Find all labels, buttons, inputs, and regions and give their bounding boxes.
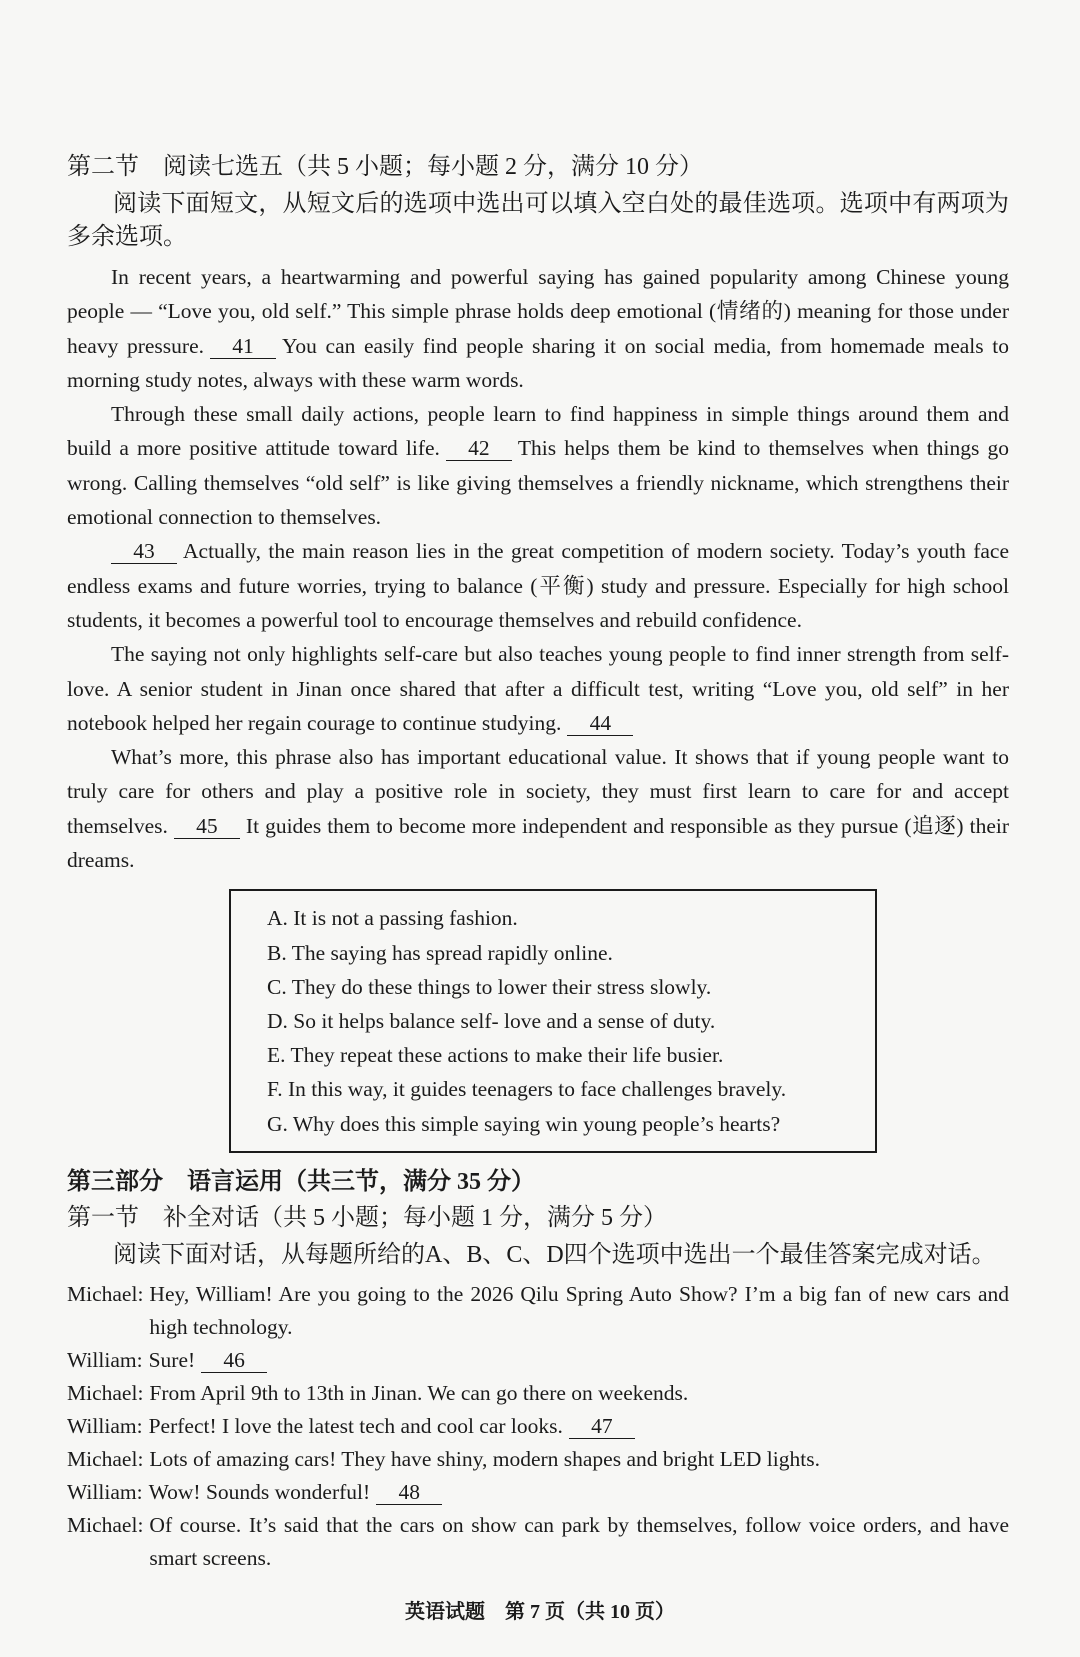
speaker: William: — [67, 1413, 143, 1438]
passage-paragraph-1 — [67, 260, 1009, 397]
paragraph-text: It guides them to become more independent and responsible as they pursue (追逐) their dreams. — [67, 813, 1009, 873]
speech-text: Sure! — [148, 1347, 196, 1372]
speech-text: Perfect! I love the latest tech and cool car looks. — [148, 1413, 563, 1438]
dialogue-line — [67, 1344, 1009, 1377]
speaker: Michael: — [67, 1446, 144, 1471]
speech-text: Hey, William! Are you going to the 2026 Qilu Spring Auto Show? I’m a big fan of new cars and high technology. — [149, 1281, 1009, 1339]
passage-paragraph-5 — [67, 740, 1009, 877]
blank-42[interactable]: 42 — [446, 436, 512, 461]
paragraph-text: This helps them be kind to themselves when things go wrong. Calling themselves “old self” is like giving themselves a friendly nickname, which strengthens their emotional connection to themselves. — [67, 436, 1009, 530]
option-c: C. They do these things to lower their stress slowly. — [267, 974, 712, 999]
speaker: William: — [67, 1479, 143, 1504]
blank-48[interactable]: 48 — [376, 1480, 442, 1505]
passage-paragraph-3 — [67, 534, 1009, 637]
speech-text: Wow! Sounds wonderful! — [148, 1479, 371, 1504]
option-e: E. They repeat these actions to make their life busier. — [267, 1043, 724, 1068]
blank-47[interactable]: 47 — [569, 1414, 635, 1439]
section2-heading: 第二节 阅读七选五（共 5 小题；每小题 2 分，满分 10 分） — [67, 154, 703, 180]
blank-44[interactable]: 44 — [567, 711, 633, 736]
dialogue-line — [67, 1377, 1009, 1410]
paragraph-text: Through these small daily actions, people learn to find happiness in simple things around them and build a more positive attitude toward life. — [67, 402, 1009, 461]
paragraph-text: In recent years, a heartwarming and powerful saying has gained popularity among Chinese young people — “Love you, old self.” This simple phrase holds deep emotional (情绪的) meaning for those under heavy pressure. — [67, 265, 1009, 358]
blank-43[interactable]: 43 — [111, 539, 177, 564]
blank-41[interactable]: 41 — [210, 334, 276, 359]
exam-page — [67, 150, 1009, 1575]
blank-45[interactable]: 45 — [174, 814, 240, 839]
speech — [143, 1344, 1009, 1377]
passage-paragraph-2 — [67, 397, 1009, 534]
dialogue-line — [67, 1509, 1009, 1575]
speech-text: From April 9th to 13th in Jinan. We can go there on weekends. — [149, 1380, 689, 1405]
paragraph-text: Actually, the main reason lies in the great competition of modern society. Today’s youth face endless exams and future worries, trying to balance (平衡) study and pressure. Especially for high school students, it becomes a powerful tool to encourage themselves and rebuild confidence. — [67, 539, 1009, 632]
speaker: Michael: — [67, 1512, 144, 1537]
page-footer: 英语试题 第 7 页（共 10 页） — [405, 1601, 675, 1623]
option-d: D. So it helps balance self- love and a sense of duty. — [267, 1008, 716, 1033]
option-b: B. The saying has spread rapidly online. — [267, 940, 613, 965]
paragraph-text: You can easily find people sharing it on social media, from homemade meals to morning study notes, always with these warm words. — [67, 333, 1009, 392]
passage-paragraph-4 — [67, 637, 1009, 740]
dialogue-line — [67, 1278, 1009, 1344]
dialogue — [67, 1278, 1009, 1575]
paragraph-text: The saying not only highlights self-care but also teaches young people to find inner strength from self-love. A senior student in Jinan once shared that after a difficult test, writing “Love you, old self” in her notebook helped her regain courage to continue studying. — [67, 642, 1009, 735]
speech — [143, 1509, 1009, 1575]
reading-passage — [67, 260, 1009, 877]
part3-instruction: 阅读下面对话，从每题所给的A、B、C、D四个选项中选出一个最佳答案完成对话。 — [113, 1241, 996, 1268]
option-a: A. It is not a passing fashion. — [267, 906, 518, 931]
options-box — [229, 889, 877, 1152]
blank-46[interactable]: 46 — [201, 1348, 267, 1373]
speech — [143, 1410, 1009, 1443]
section2-instruction: 阅读下面短文，从短文后的选项中选出可以填入空白处的最佳选项。选项中有两项为多余选项。 — [67, 191, 1009, 250]
part3-heading: 第三部分 语言运用（共三节，满分 35 分） — [67, 1168, 535, 1195]
speech — [143, 1377, 1009, 1410]
paragraph-text: What’s more, this phrase also has important educational value. It shows that if young people want to truly care for others and play a positive role in society, they must first learn to care for and accept themselves. — [67, 745, 1009, 838]
dialogue-line — [67, 1410, 1009, 1443]
option-f: F. In this way, it guides teenagers to face challenges bravely. — [267, 1077, 787, 1102]
speaker: Michael: — [67, 1281, 144, 1306]
dialogue-line — [67, 1476, 1009, 1509]
speech — [143, 1278, 1009, 1344]
speaker: Michael: — [67, 1380, 144, 1405]
speech — [143, 1443, 1009, 1476]
part3-section1-heading: 第一节 补全对话（共 5 小题；每小题 1 分，满分 5 分） — [67, 1204, 667, 1231]
speaker: William: — [67, 1347, 143, 1372]
speech — [143, 1476, 1009, 1509]
option-g: G. Why does this simple saying win young people’s hearts? — [267, 1111, 781, 1136]
speech-text: Lots of amazing cars! They have shiny, modern shapes and bright LED lights. — [149, 1446, 820, 1471]
dialogue-line — [67, 1443, 1009, 1476]
speech-text: Of course. It’s said that the cars on show can park by themselves, follow voice orders, and have smart screens. — [149, 1512, 1009, 1570]
